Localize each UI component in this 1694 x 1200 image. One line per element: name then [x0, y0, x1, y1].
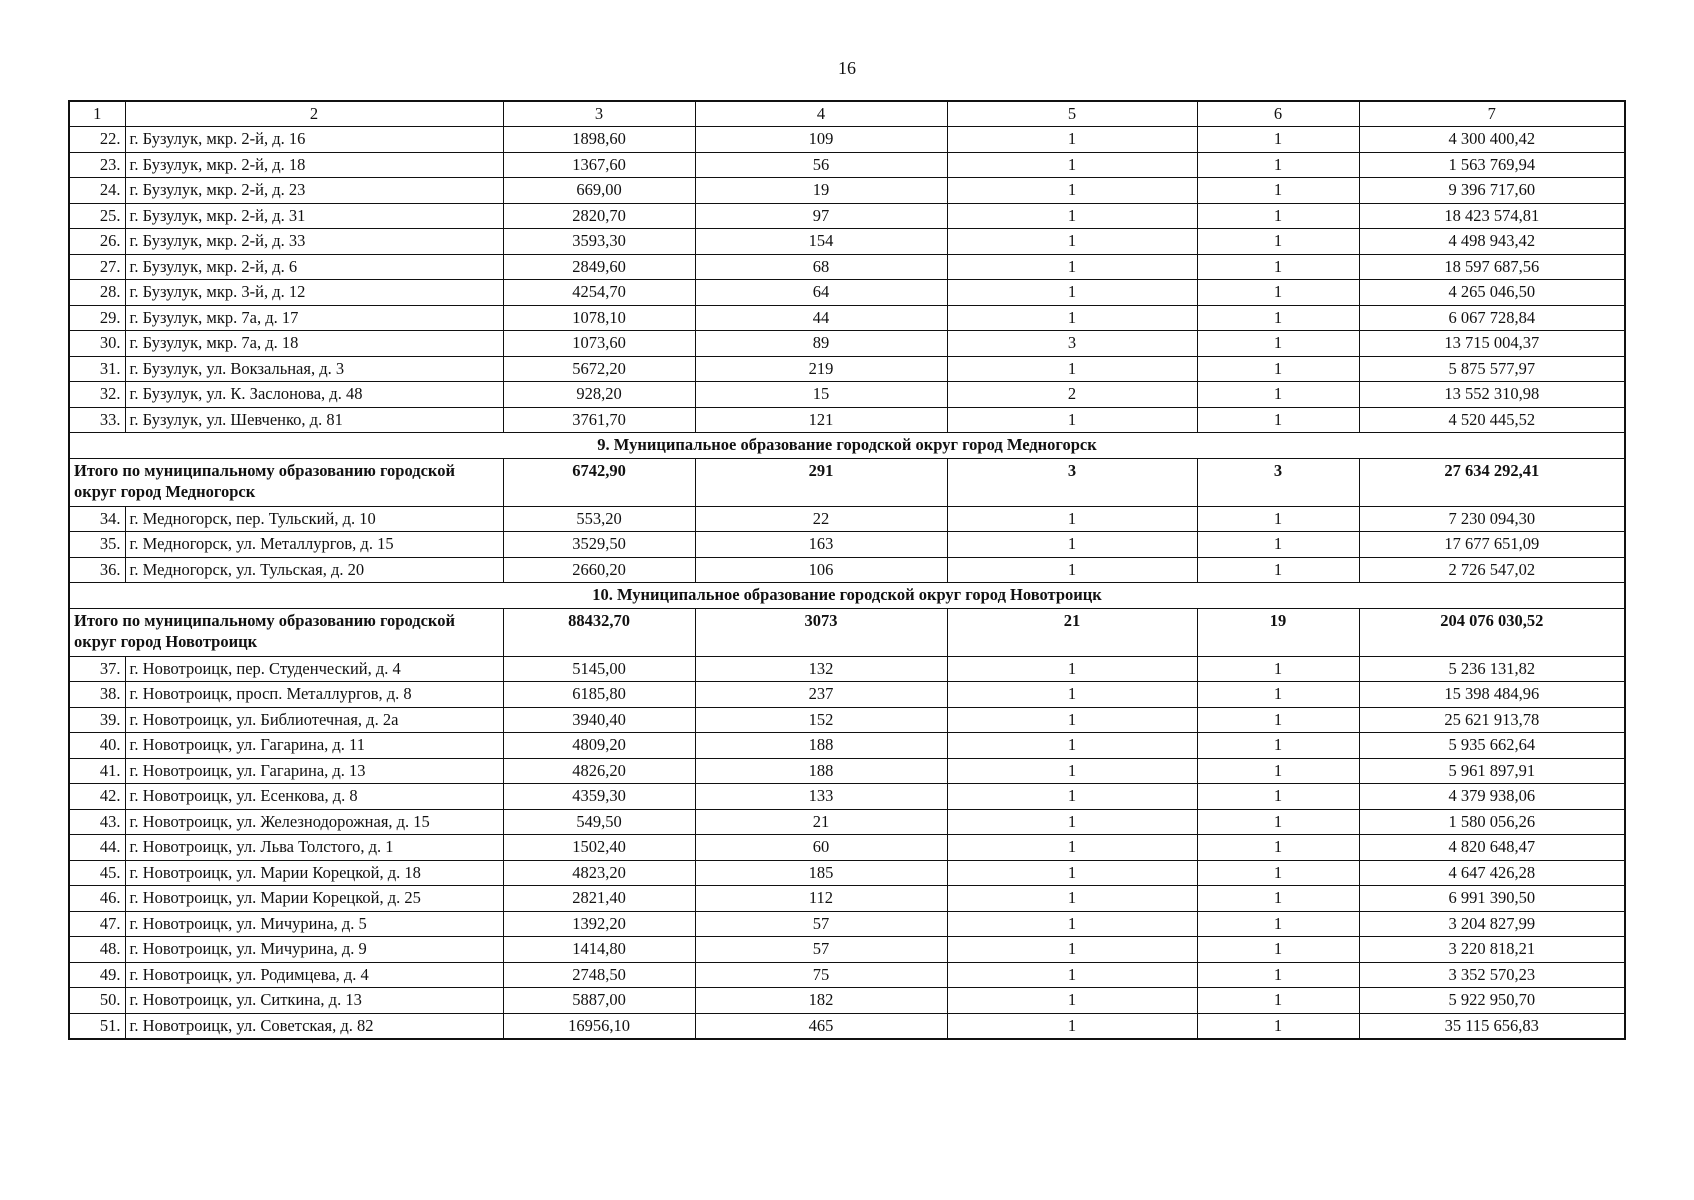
table-row — [69, 356, 1625, 382]
col4-cell: 57 — [695, 937, 947, 963]
col5-cell: 1 — [947, 1013, 1197, 1039]
address-cell: г. Бузулук, мкр. 2-й, д. 6 — [125, 254, 503, 280]
table-row — [69, 331, 1625, 357]
row-number: 31. — [69, 356, 125, 382]
table-row — [69, 127, 1625, 153]
cost-cell: 5 875 577,97 — [1359, 356, 1625, 382]
section-header-row — [69, 433, 1625, 459]
cost-cell: 4 520 445,52 — [1359, 407, 1625, 433]
cost-cell: 4 820 648,47 — [1359, 835, 1625, 861]
table-row — [69, 758, 1625, 784]
cost-cell: 5 236 131,82 — [1359, 656, 1625, 682]
area-cell: 1502,40 — [503, 835, 695, 861]
table-row — [69, 835, 1625, 861]
col5-cell: 1 — [947, 682, 1197, 708]
col6-cell: 1 — [1197, 1013, 1359, 1039]
row-number: 48. — [69, 937, 125, 963]
cost-cell: 7 230 094,30 — [1359, 506, 1625, 532]
row-number: 41. — [69, 758, 125, 784]
col4-cell: 219 — [695, 356, 947, 382]
cost-cell: 13 715 004,37 — [1359, 331, 1625, 357]
cost-cell: 25 621 913,78 — [1359, 707, 1625, 733]
table-row — [69, 911, 1625, 937]
row-number: 32. — [69, 382, 125, 408]
area-cell: 5672,20 — [503, 356, 695, 382]
address-cell: г. Новотроицк, ул. Советская, д. 82 — [125, 1013, 503, 1039]
table-row — [69, 557, 1625, 583]
col4-cell: 188 — [695, 733, 947, 759]
col5-cell: 1 — [947, 911, 1197, 937]
col6-cell: 1 — [1197, 557, 1359, 583]
table-row — [69, 809, 1625, 835]
col5-cell: 1 — [947, 305, 1197, 331]
col5-cell: 1 — [947, 733, 1197, 759]
subtotal-area: 6742,90 — [503, 458, 695, 506]
col5-cell: 1 — [947, 656, 1197, 682]
cost-cell: 4 379 938,06 — [1359, 784, 1625, 810]
area-cell: 1073,60 — [503, 331, 695, 357]
column-header: 1 — [69, 101, 125, 127]
table-row — [69, 532, 1625, 558]
subtotal-cost: 27 634 292,41 — [1359, 458, 1625, 506]
table-row — [69, 178, 1625, 204]
col5-cell: 3 — [947, 331, 1197, 357]
col6-cell: 1 — [1197, 758, 1359, 784]
col4-cell: 163 — [695, 532, 947, 558]
table-row — [69, 860, 1625, 886]
col4-cell: 89 — [695, 331, 947, 357]
cost-cell: 1 563 769,94 — [1359, 152, 1625, 178]
housing-registry-table — [68, 100, 1626, 1040]
col6-cell: 1 — [1197, 784, 1359, 810]
row-number: 34. — [69, 506, 125, 532]
area-cell: 669,00 — [503, 178, 695, 204]
row-number: 47. — [69, 911, 125, 937]
col5-cell: 1 — [947, 860, 1197, 886]
area-cell: 2821,40 — [503, 886, 695, 912]
address-cell: г. Бузулук, мкр. 2-й, д. 18 — [125, 152, 503, 178]
area-cell: 4254,70 — [503, 280, 695, 306]
subtotal-area: 88432,70 — [503, 608, 695, 656]
col6-cell: 1 — [1197, 407, 1359, 433]
col5-cell: 1 — [947, 152, 1197, 178]
col6-cell: 1 — [1197, 382, 1359, 408]
cost-cell: 6 067 728,84 — [1359, 305, 1625, 331]
col4-cell: 60 — [695, 835, 947, 861]
area-cell: 3529,50 — [503, 532, 695, 558]
address-cell: г. Медногорск, ул. Тульская, д. 20 — [125, 557, 503, 583]
col4-cell: 15 — [695, 382, 947, 408]
col4-cell: 109 — [695, 127, 947, 153]
table-row — [69, 656, 1625, 682]
row-number: 43. — [69, 809, 125, 835]
area-cell: 5887,00 — [503, 988, 695, 1014]
area-cell: 5145,00 — [503, 656, 695, 682]
table-row — [69, 682, 1625, 708]
address-cell: г. Новотроицк, ул. Гагарина, д. 13 — [125, 758, 503, 784]
address-cell: г. Бузулук, ул. Шевченко, д. 81 — [125, 407, 503, 433]
row-number: 49. — [69, 962, 125, 988]
row-number: 29. — [69, 305, 125, 331]
table-row — [69, 733, 1625, 759]
col6-cell: 1 — [1197, 988, 1359, 1014]
row-number: 22. — [69, 127, 125, 153]
col4-cell: 64 — [695, 280, 947, 306]
cost-cell: 5 961 897,91 — [1359, 758, 1625, 784]
subtotal-cost: 204 076 030,52 — [1359, 608, 1625, 656]
table-row — [69, 152, 1625, 178]
table-row — [69, 1013, 1625, 1039]
col5-cell: 2 — [947, 382, 1197, 408]
col4-cell: 121 — [695, 407, 947, 433]
col4-cell: 68 — [695, 254, 947, 280]
col6-cell: 1 — [1197, 809, 1359, 835]
column-header: 3 — [503, 101, 695, 127]
col5-cell: 1 — [947, 784, 1197, 810]
row-number: 27. — [69, 254, 125, 280]
col5-cell: 1 — [947, 886, 1197, 912]
row-number: 23. — [69, 152, 125, 178]
table-row — [69, 886, 1625, 912]
area-cell: 2849,60 — [503, 254, 695, 280]
row-number: 26. — [69, 229, 125, 255]
area-cell: 553,20 — [503, 506, 695, 532]
area-cell: 549,50 — [503, 809, 695, 835]
address-cell: г. Новотроицк, пер. Студенческий, д. 4 — [125, 656, 503, 682]
col5-cell: 1 — [947, 758, 1197, 784]
area-cell: 1367,60 — [503, 152, 695, 178]
area-cell: 3761,70 — [503, 407, 695, 433]
col6-cell: 1 — [1197, 682, 1359, 708]
table-row — [69, 988, 1625, 1014]
col4-cell: 22 — [695, 506, 947, 532]
col5-cell: 1 — [947, 988, 1197, 1014]
col4-cell: 237 — [695, 682, 947, 708]
col6-cell: 1 — [1197, 937, 1359, 963]
cost-cell: 9 396 717,60 — [1359, 178, 1625, 204]
area-cell: 6185,80 — [503, 682, 695, 708]
address-cell: г. Новотроицк, ул. Библиотечная, д. 2а — [125, 707, 503, 733]
address-cell: г. Бузулук, мкр. 2-й, д. 23 — [125, 178, 503, 204]
col4-cell: 57 — [695, 911, 947, 937]
col5-cell: 1 — [947, 127, 1197, 153]
col6-cell: 1 — [1197, 280, 1359, 306]
area-cell: 4359,30 — [503, 784, 695, 810]
subtotal-row — [69, 608, 1625, 656]
cost-cell: 2 726 547,02 — [1359, 557, 1625, 583]
col6-cell: 1 — [1197, 886, 1359, 912]
table-row — [69, 707, 1625, 733]
col6-cell: 1 — [1197, 254, 1359, 280]
address-cell: г. Новотроицк, ул. Есенкова, д. 8 — [125, 784, 503, 810]
col6-cell: 1 — [1197, 127, 1359, 153]
area-cell: 2820,70 — [503, 203, 695, 229]
address-cell: г. Новотроицк, ул. Железнодорожная, д. 15 — [125, 809, 503, 835]
col4-cell: 106 — [695, 557, 947, 583]
col5-cell: 1 — [947, 203, 1197, 229]
subtotal-col6: 19 — [1197, 608, 1359, 656]
table-row — [69, 506, 1625, 532]
col4-cell: 19 — [695, 178, 947, 204]
col6-cell: 1 — [1197, 860, 1359, 886]
col6-cell: 1 — [1197, 835, 1359, 861]
col6-cell: 1 — [1197, 962, 1359, 988]
table-row — [69, 305, 1625, 331]
row-number: 51. — [69, 1013, 125, 1039]
cost-cell: 18 423 574,81 — [1359, 203, 1625, 229]
address-cell: г. Новотроицк, ул. Ситкина, д. 13 — [125, 988, 503, 1014]
section-title: 10. Муниципальное образование городской округ город Новотроицк — [69, 583, 1625, 609]
cost-cell: 3 204 827,99 — [1359, 911, 1625, 937]
address-cell: г. Бузулук, мкр. 7а, д. 18 — [125, 331, 503, 357]
address-cell: г. Новотроицк, ул. Мичурина, д. 9 — [125, 937, 503, 963]
area-cell: 16956,10 — [503, 1013, 695, 1039]
row-number: 36. — [69, 557, 125, 583]
address-cell: г. Новотроицк, просп. Металлургов, д. 8 — [125, 682, 503, 708]
row-number: 44. — [69, 835, 125, 861]
address-cell: г. Бузулук, мкр. 2-й, д. 16 — [125, 127, 503, 153]
col6-cell: 1 — [1197, 707, 1359, 733]
row-number: 25. — [69, 203, 125, 229]
col4-cell: 133 — [695, 784, 947, 810]
cost-cell: 3 220 818,21 — [1359, 937, 1625, 963]
column-header: 4 — [695, 101, 947, 127]
col5-cell: 1 — [947, 962, 1197, 988]
col6-cell: 1 — [1197, 229, 1359, 255]
col4-cell: 132 — [695, 656, 947, 682]
row-number: 35. — [69, 532, 125, 558]
column-number-header-row — [69, 101, 1625, 127]
row-number: 37. — [69, 656, 125, 682]
row-number: 40. — [69, 733, 125, 759]
col4-cell: 97 — [695, 203, 947, 229]
col4-cell: 182 — [695, 988, 947, 1014]
row-number: 46. — [69, 886, 125, 912]
col5-cell: 1 — [947, 835, 1197, 861]
cost-cell: 3 352 570,23 — [1359, 962, 1625, 988]
subtotal-label: Итого по муниципальному образованию городской округ город Новотроицк — [69, 608, 503, 656]
area-cell: 2660,20 — [503, 557, 695, 583]
col5-cell: 1 — [947, 280, 1197, 306]
address-cell: г. Бузулук, мкр. 2-й, д. 33 — [125, 229, 503, 255]
row-number: 30. — [69, 331, 125, 357]
subtotal-col5: 3 — [947, 458, 1197, 506]
table-row — [69, 280, 1625, 306]
cost-cell: 6 991 390,50 — [1359, 886, 1625, 912]
col6-cell: 1 — [1197, 506, 1359, 532]
col5-cell: 1 — [947, 506, 1197, 532]
subtotal-col4: 291 — [695, 458, 947, 506]
subtotal-col5: 21 — [947, 608, 1197, 656]
address-cell: г. Бузулук, ул. Вокзальная, д. 3 — [125, 356, 503, 382]
table-row — [69, 254, 1625, 280]
row-number: 38. — [69, 682, 125, 708]
column-header: 7 — [1359, 101, 1625, 127]
table-row — [69, 407, 1625, 433]
column-header: 5 — [947, 101, 1197, 127]
address-cell: г. Новотроицк, ул. Мичурина, д. 5 — [125, 911, 503, 937]
col5-cell: 1 — [947, 407, 1197, 433]
address-cell: г. Новотроицк, ул. Марии Корецкой, д. 18 — [125, 860, 503, 886]
col4-cell: 465 — [695, 1013, 947, 1039]
col6-cell: 1 — [1197, 911, 1359, 937]
section-title: 9. Муниципальное образование городской округ город Медногорск — [69, 433, 1625, 459]
row-number: 33. — [69, 407, 125, 433]
cost-cell: 4 498 943,42 — [1359, 229, 1625, 255]
table-row — [69, 229, 1625, 255]
subtotal-col4: 3073 — [695, 608, 947, 656]
cost-cell: 13 552 310,98 — [1359, 382, 1625, 408]
cost-cell: 4 647 426,28 — [1359, 860, 1625, 886]
col4-cell: 56 — [695, 152, 947, 178]
address-cell: г. Медногорск, ул. Металлургов, д. 15 — [125, 532, 503, 558]
col6-cell: 1 — [1197, 178, 1359, 204]
col6-cell: 1 — [1197, 331, 1359, 357]
cost-cell: 1 580 056,26 — [1359, 809, 1625, 835]
table-body — [69, 101, 1625, 1039]
area-cell: 3593,30 — [503, 229, 695, 255]
address-cell: г. Бузулук, мкр. 2-й, д. 31 — [125, 203, 503, 229]
cost-cell: 5 935 662,64 — [1359, 733, 1625, 759]
area-cell: 1392,20 — [503, 911, 695, 937]
subtotal-col6: 3 — [1197, 458, 1359, 506]
col5-cell: 1 — [947, 557, 1197, 583]
col5-cell: 1 — [947, 707, 1197, 733]
cost-cell: 4 265 046,50 — [1359, 280, 1625, 306]
cost-cell: 4 300 400,42 — [1359, 127, 1625, 153]
subtotal-row — [69, 458, 1625, 506]
col6-cell: 1 — [1197, 356, 1359, 382]
col6-cell: 1 — [1197, 152, 1359, 178]
area-cell: 2748,50 — [503, 962, 695, 988]
col6-cell: 1 — [1197, 203, 1359, 229]
col5-cell: 1 — [947, 178, 1197, 204]
area-cell: 1898,60 — [503, 127, 695, 153]
area-cell: 1414,80 — [503, 937, 695, 963]
cost-cell: 35 115 656,83 — [1359, 1013, 1625, 1039]
column-header: 6 — [1197, 101, 1359, 127]
section-header-row — [69, 583, 1625, 609]
cost-cell: 18 597 687,56 — [1359, 254, 1625, 280]
col4-cell: 21 — [695, 809, 947, 835]
row-number: 45. — [69, 860, 125, 886]
col5-cell: 1 — [947, 229, 1197, 255]
area-cell: 928,20 — [503, 382, 695, 408]
area-cell: 4809,20 — [503, 733, 695, 759]
col4-cell: 112 — [695, 886, 947, 912]
row-number: 39. — [69, 707, 125, 733]
table-row — [69, 784, 1625, 810]
col5-cell: 1 — [947, 254, 1197, 280]
address-cell: г. Медногорск, пер. Тульский, д. 10 — [125, 506, 503, 532]
address-cell: г. Бузулук, мкр. 3-й, д. 12 — [125, 280, 503, 306]
area-cell: 3940,40 — [503, 707, 695, 733]
area-cell: 4826,20 — [503, 758, 695, 784]
table-row — [69, 962, 1625, 988]
row-number: 50. — [69, 988, 125, 1014]
subtotal-label: Итого по муниципальному образованию городской округ город Медногорск — [69, 458, 503, 506]
col4-cell: 75 — [695, 962, 947, 988]
row-number: 42. — [69, 784, 125, 810]
col4-cell: 44 — [695, 305, 947, 331]
table-row — [69, 203, 1625, 229]
col4-cell: 154 — [695, 229, 947, 255]
col4-cell: 188 — [695, 758, 947, 784]
address-cell: г. Новотроицк, ул. Гагарина, д. 11 — [125, 733, 503, 759]
row-number: 28. — [69, 280, 125, 306]
col5-cell: 1 — [947, 532, 1197, 558]
area-cell: 4823,20 — [503, 860, 695, 886]
col6-cell: 1 — [1197, 532, 1359, 558]
area-cell: 1078,10 — [503, 305, 695, 331]
address-cell: г. Бузулук, мкр. 7а, д. 17 — [125, 305, 503, 331]
address-cell: г. Новотроицк, ул. Родимцева, д. 4 — [125, 962, 503, 988]
address-cell: г. Новотроицк, ул. Льва Толстого, д. 1 — [125, 835, 503, 861]
table-row — [69, 382, 1625, 408]
table-row — [69, 937, 1625, 963]
col4-cell: 185 — [695, 860, 947, 886]
cost-cell: 15 398 484,96 — [1359, 682, 1625, 708]
col5-cell: 1 — [947, 937, 1197, 963]
row-number: 24. — [69, 178, 125, 204]
col6-cell: 1 — [1197, 305, 1359, 331]
page-number: 16 — [838, 58, 856, 78]
address-cell: г. Новотроицк, ул. Марии Корецкой, д. 25 — [125, 886, 503, 912]
col5-cell: 1 — [947, 809, 1197, 835]
column-header: 2 — [125, 101, 503, 127]
col6-cell: 1 — [1197, 733, 1359, 759]
cost-cell: 5 922 950,70 — [1359, 988, 1625, 1014]
address-cell: г. Бузулук, ул. К. Заслонова, д. 48 — [125, 382, 503, 408]
col4-cell: 152 — [695, 707, 947, 733]
col6-cell: 1 — [1197, 656, 1359, 682]
col5-cell: 1 — [947, 356, 1197, 382]
cost-cell: 17 677 651,09 — [1359, 532, 1625, 558]
